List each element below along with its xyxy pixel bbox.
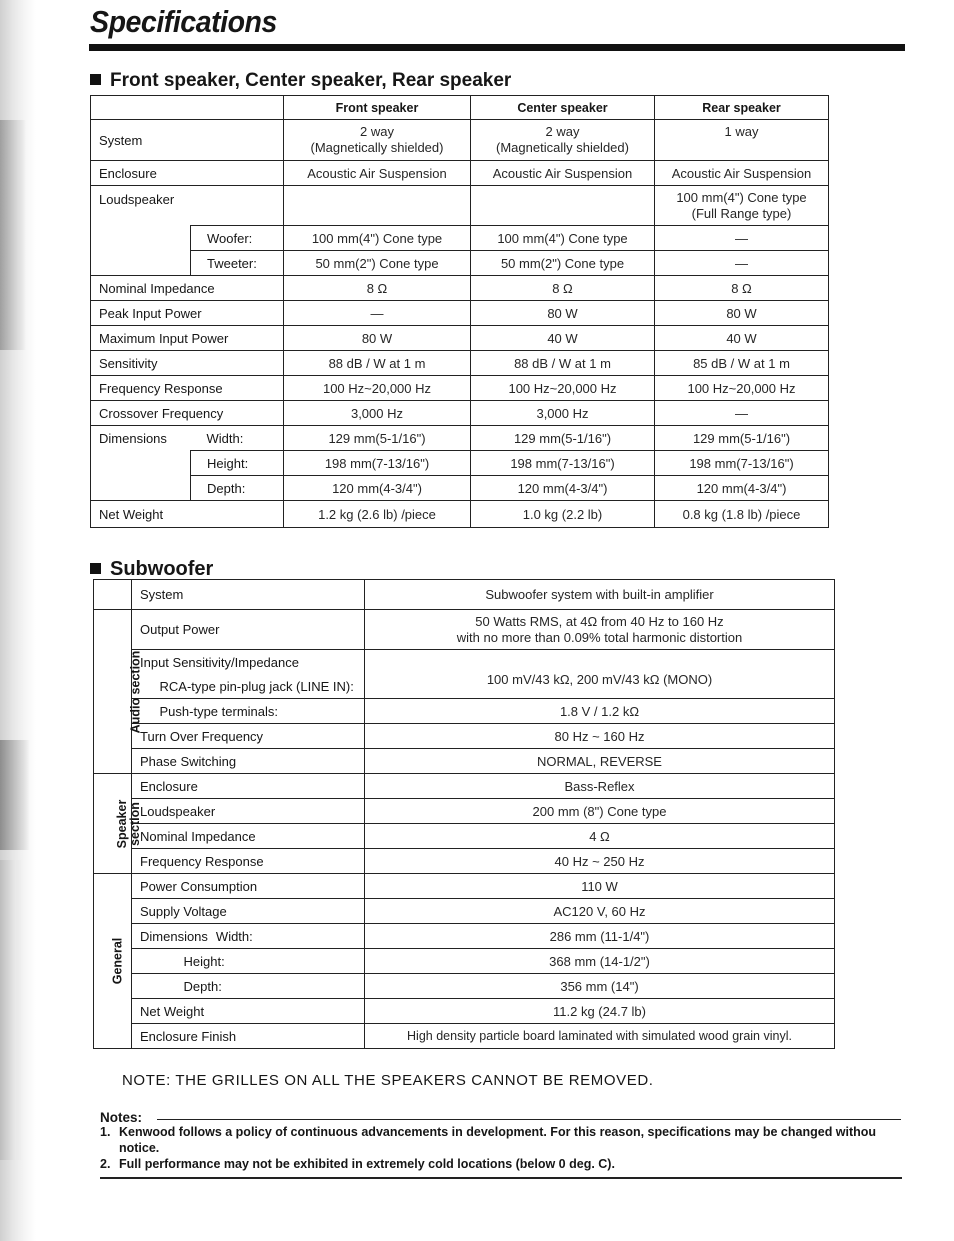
cell-value: 1.8 V / 1.2 kΩ bbox=[365, 699, 835, 724]
width-label: Width: bbox=[215, 928, 253, 944]
cell-value: 3,000 Hz bbox=[471, 401, 655, 426]
table-row bbox=[94, 1024, 835, 1049]
cell-value: 129 mm(5-1/16") bbox=[471, 426, 655, 451]
row-label: Tweeter: bbox=[191, 251, 284, 276]
row-label: System bbox=[91, 120, 284, 161]
row-label: Supply Voltage bbox=[132, 899, 365, 924]
cell-value: — bbox=[655, 401, 829, 426]
table-row bbox=[91, 476, 829, 501]
row-label: Phase Switching bbox=[132, 749, 365, 774]
front-speaker-spec-table bbox=[90, 95, 829, 528]
cell-value: 2 way (Magnetically shielded) bbox=[284, 120, 471, 161]
header-blank bbox=[91, 96, 284, 120]
cell-value: 8 Ω bbox=[655, 276, 829, 301]
table-row bbox=[94, 974, 835, 999]
row-label-spacer bbox=[91, 476, 191, 501]
table-row bbox=[94, 999, 835, 1024]
table-row bbox=[94, 849, 835, 874]
cell-value: 11.2 kg (24.7 lb) bbox=[365, 999, 835, 1024]
column-header: Center speaker bbox=[471, 96, 655, 120]
note-number: 2. bbox=[100, 1157, 111, 1171]
cell-value: 80 W bbox=[655, 301, 829, 326]
row-label: Height: bbox=[156, 949, 365, 974]
row-label-spacer bbox=[91, 251, 191, 276]
cell-value: 129 mm(5-1/16") bbox=[284, 426, 471, 451]
cell-value: 8 Ω bbox=[284, 276, 471, 301]
cell-value: Acoustic Air Suspension bbox=[655, 161, 829, 186]
cell-value: 200 mm (8") Cone type bbox=[365, 799, 835, 824]
cell-value: 40 W bbox=[655, 326, 829, 351]
row-label-spacer bbox=[132, 974, 156, 999]
note-number: 1. bbox=[100, 1125, 111, 1139]
row-label: Net Weight bbox=[132, 999, 365, 1024]
row-label: Output Power bbox=[132, 610, 365, 650]
scan-shadow-band bbox=[0, 740, 30, 850]
table-row bbox=[94, 749, 835, 774]
table-row bbox=[91, 326, 829, 351]
square-bullet-icon bbox=[90, 74, 101, 85]
cell-value: 120 mm(4-3/4") bbox=[471, 476, 655, 501]
row-label: Depth: bbox=[191, 476, 284, 501]
cell-value: 80 W bbox=[284, 326, 471, 351]
cell-value: AC120 V, 60 Hz bbox=[365, 899, 835, 924]
table-row bbox=[94, 949, 835, 974]
cell-value bbox=[471, 186, 655, 226]
row-label: Power Consumption bbox=[132, 874, 365, 899]
notes-rule-bottom bbox=[100, 1177, 902, 1179]
cell-value: 100 mm(4") Cone type bbox=[471, 226, 655, 251]
row-label: Dimensions bbox=[91, 426, 191, 451]
grille-note: NOTE: THE GRILLES ON ALL THE SPEAKERS CANNOT BE REMOVED. bbox=[122, 1072, 654, 1089]
cell-value: Bass-Reflex bbox=[365, 774, 835, 799]
cell-value: 0.8 kg (1.8 lb) /piece bbox=[655, 501, 829, 528]
square-bullet-icon bbox=[90, 563, 101, 574]
row-label-spacer bbox=[91, 451, 191, 476]
cell-value: 85 dB / W at 1 m bbox=[655, 351, 829, 376]
row-label bbox=[132, 924, 365, 949]
row-label-spacer bbox=[91, 226, 191, 251]
table-row bbox=[91, 251, 829, 276]
cell-value: 50 Watts RMS, at 4Ω from 40 Hz to 160 Hz with no more than 0.09% total harmonic distortion bbox=[365, 610, 835, 650]
cell-value: 100 Hz~20,000 Hz bbox=[655, 376, 829, 401]
section-heading-text: Front speaker, Center speaker, Rear speaker bbox=[110, 70, 512, 91]
group-cell-blank bbox=[94, 580, 132, 610]
cell-value: NORMAL, REVERSE bbox=[365, 749, 835, 774]
scan-shadow-band bbox=[0, 860, 22, 1160]
row-label: Crossover Frequency bbox=[91, 401, 284, 426]
cell-value: High density particle board laminated with simulated wood grain vinyl. bbox=[365, 1024, 835, 1049]
cell-value: 100 mm(4") Cone type bbox=[284, 226, 471, 251]
table-row bbox=[94, 924, 835, 949]
row-label: RCA-type pin-plug jack (LINE IN): bbox=[156, 674, 365, 699]
cell-value: Acoustic Air Suspension bbox=[471, 161, 655, 186]
dimensions-label: Dimensions bbox=[140, 928, 208, 944]
title-rule bbox=[89, 44, 905, 51]
row-label: Input Sensitivity/Impedance bbox=[132, 650, 365, 675]
row-label: Sensitivity bbox=[91, 351, 284, 376]
cell-value: — bbox=[655, 226, 829, 251]
row-label: Net Weight bbox=[91, 501, 284, 528]
scan-edge-shadow bbox=[0, 0, 36, 1241]
cell-value: 120 mm(4-3/4") bbox=[284, 476, 471, 501]
row-label: Depth: bbox=[156, 974, 365, 999]
table-row bbox=[94, 899, 835, 924]
cell-value: 198 mm(7-13/16") bbox=[471, 451, 655, 476]
group-label-speaker: Speaker section bbox=[94, 774, 132, 874]
subwoofer-spec-table bbox=[93, 579, 835, 1049]
row-label: Push-type terminals: bbox=[156, 699, 365, 724]
cell-value: 129 mm(5-1/16") bbox=[655, 426, 829, 451]
row-label: Enclosure bbox=[91, 161, 284, 186]
group-label-audio: Audio section bbox=[94, 610, 132, 774]
table-row bbox=[94, 650, 835, 675]
column-header: Front speaker bbox=[284, 96, 471, 120]
row-label: Frequency Response bbox=[132, 849, 365, 874]
row-label: Turn Over Frequency bbox=[132, 724, 365, 749]
notes-list bbox=[100, 1124, 904, 1172]
table-row bbox=[91, 186, 829, 226]
row-label: Width: bbox=[191, 426, 284, 451]
notes-rule bbox=[157, 1119, 901, 1120]
cell-value: 1.0 kg (2.2 lb) bbox=[471, 501, 655, 528]
scan-shadow-band bbox=[0, 120, 26, 350]
cell-value: 198 mm(7-13/16") bbox=[655, 451, 829, 476]
section-heading-text: Subwoofer bbox=[110, 558, 214, 580]
cell-value: Acoustic Air Suspension bbox=[284, 161, 471, 186]
table-row bbox=[91, 301, 829, 326]
cell-value: 100 Hz~20,000 Hz bbox=[284, 376, 471, 401]
cell-value: — bbox=[655, 251, 829, 276]
row-label: Nominal Impedance bbox=[132, 824, 365, 849]
cell-value: 40 Hz ~ 250 Hz bbox=[365, 849, 835, 874]
cell-value: 198 mm(7-13/16") bbox=[284, 451, 471, 476]
row-label-spacer bbox=[132, 949, 156, 974]
list-item bbox=[100, 1124, 904, 1156]
table-header-row bbox=[91, 96, 829, 120]
table-row bbox=[94, 799, 835, 824]
row-label: Maximum Input Power bbox=[91, 326, 284, 351]
cell-value: 100 mm(4") Cone type (Full Range type) bbox=[655, 186, 829, 226]
row-label: Peak Input Power bbox=[91, 301, 284, 326]
cell-value: 50 mm(2") Cone type bbox=[284, 251, 471, 276]
column-header: Rear speaker bbox=[655, 96, 829, 120]
row-label: Nominal Impedance bbox=[91, 276, 284, 301]
cell-value: 3,000 Hz bbox=[284, 401, 471, 426]
cell-value: 50 mm(2") Cone type bbox=[471, 251, 655, 276]
cell-value: 1.2 kg (2.6 lb) /piece bbox=[284, 501, 471, 528]
cell-value: 8 Ω bbox=[471, 276, 655, 301]
cell-value: 4 Ω bbox=[365, 824, 835, 849]
notes-label: Notes: bbox=[100, 1110, 143, 1125]
cell-value: 40 W bbox=[471, 326, 655, 351]
row-label: Enclosure Finish bbox=[132, 1024, 365, 1049]
cell-value: 2 way (Magnetically shielded) bbox=[471, 120, 655, 161]
table-row bbox=[94, 724, 835, 749]
table-row bbox=[94, 874, 835, 899]
row-label: Loudspeaker bbox=[91, 186, 284, 226]
cell-value: 110 W bbox=[365, 874, 835, 899]
cell-value: 100 mV/43 kΩ, 200 mV/43 kΩ (MONO) bbox=[365, 650, 835, 699]
row-label: Woofer: bbox=[191, 226, 284, 251]
cell-value: 88 dB / W at 1 m bbox=[471, 351, 655, 376]
cell-value: 286 mm (11-1/4") bbox=[365, 924, 835, 949]
page-title: Specifications bbox=[90, 4, 277, 39]
note-text: Kenwood follows a policy of continuous advancements in development. For this reason, specifications may be changed withou notice. bbox=[119, 1125, 877, 1155]
table-row bbox=[91, 120, 829, 161]
row-label: Enclosure bbox=[132, 774, 365, 799]
section-heading-subwoofer bbox=[90, 558, 213, 581]
cell-value: 88 dB / W at 1 m bbox=[284, 351, 471, 376]
table-row bbox=[94, 610, 835, 650]
cell-value bbox=[284, 186, 471, 226]
table-row bbox=[94, 580, 835, 610]
group-label-general: General bbox=[94, 874, 132, 1049]
table-row bbox=[91, 401, 829, 426]
cell-value: — bbox=[284, 301, 471, 326]
table-row bbox=[94, 774, 835, 799]
cell-value: Subwoofer system with built-in amplifier bbox=[365, 580, 835, 610]
table-row bbox=[91, 351, 829, 376]
cell-value: 356 mm (14") bbox=[365, 974, 835, 999]
cell-value: 120 mm(4-3/4") bbox=[655, 476, 829, 501]
cell-value: 80 Hz ~ 160 Hz bbox=[365, 724, 835, 749]
table-row bbox=[91, 376, 829, 401]
cell-value: 80 W bbox=[471, 301, 655, 326]
note-text: Full performance may not be exhibited in extremely cold locations (below 0 deg. C). bbox=[119, 1157, 615, 1171]
row-label: Loudspeaker bbox=[132, 799, 365, 824]
section-heading-front bbox=[90, 70, 511, 92]
table-row bbox=[91, 501, 829, 528]
cell-value: 1 way bbox=[655, 120, 829, 161]
row-label: Height: bbox=[191, 451, 284, 476]
row-label: System bbox=[132, 580, 365, 610]
cell-value: 100 Hz~20,000 Hz bbox=[471, 376, 655, 401]
table-row bbox=[91, 226, 829, 251]
table-row bbox=[91, 426, 829, 451]
list-item bbox=[100, 1156, 904, 1172]
table-row bbox=[94, 824, 835, 849]
table-row bbox=[91, 451, 829, 476]
cell-value: 368 mm (14-1/2") bbox=[365, 949, 835, 974]
row-label: Frequency Response bbox=[91, 376, 284, 401]
table-row bbox=[91, 161, 829, 186]
table-row bbox=[94, 699, 835, 724]
table-row bbox=[91, 276, 829, 301]
